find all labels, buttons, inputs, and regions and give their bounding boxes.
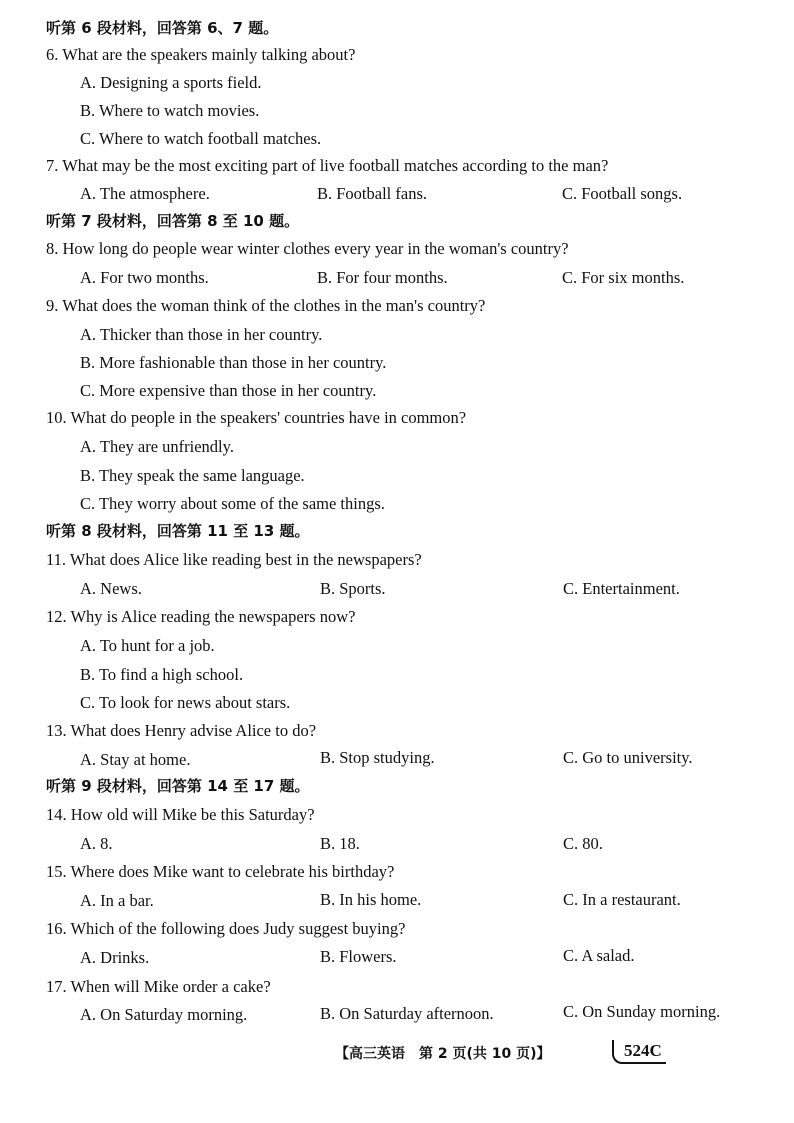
q6-option-c: C. Where to watch football matches.	[80, 129, 322, 148]
q11-option-b: B. Sports.	[320, 579, 386, 598]
q15-option-c: C. In a restaurant.	[563, 890, 681, 909]
q9-option-c: C. More expensive than those in her country.	[80, 381, 377, 400]
q17-option-b: B. On Saturday afternoon.	[320, 1004, 494, 1023]
q14-option-b: B. 18.	[320, 834, 360, 853]
question-10-stem: 10. What do people in the speakers' countries have in common?	[46, 408, 467, 427]
q7-option-c: C. Football songs.	[562, 184, 683, 203]
section-heading-8: 听第 8 段材料，回答第 11 至 13 题。	[46, 522, 310, 540]
question-13-stem: 13. What does Henry advise Alice to do?	[46, 721, 317, 740]
q9-option-b: B. More fashionable than those in her country.	[80, 353, 387, 372]
q8-option-a: A. For two months.	[80, 268, 209, 287]
question-16-stem: 16. Which of the following does Judy suggest buying?	[46, 919, 406, 938]
section-heading-6: 听第 6 段材料，回答第 6、7 题。	[46, 19, 279, 37]
question-6-stem: 6. What are the speakers mainly talking about?	[46, 45, 356, 64]
section-heading-7: 听第 7 段材料，回答第 8 至 10 题。	[46, 212, 300, 230]
q12-option-a: A. To hunt for a job.	[80, 636, 215, 655]
q9-option-a: A. Thicker than those in her country.	[80, 325, 323, 344]
question-7-stem: 7. What may be the most exciting part of live football matches according to the man?	[46, 156, 609, 175]
q16-option-a: A. Drinks.	[80, 948, 150, 967]
question-9-stem: 9. What does the woman think of the clothes in the man's country?	[46, 296, 486, 315]
q13-option-c: C. Go to university.	[563, 748, 693, 767]
q14-option-c: C. 80.	[563, 834, 603, 853]
q6-option-a: A. Designing a sports field.	[80, 73, 262, 92]
q17-option-c: C. On Sunday morning.	[563, 1002, 721, 1021]
q17-option-a: A. On Saturday morning.	[80, 1005, 248, 1024]
q10-option-b: B. They speak the same language.	[80, 466, 305, 485]
section-heading-9: 听第 9 段材料，回答第 14 至 17 题。	[46, 777, 310, 795]
q6-option-b: B. Where to watch movies.	[80, 101, 260, 120]
question-8-stem: 8. How long do people wear winter clothes every year in the woman's country?	[46, 239, 569, 258]
q13-option-a: A. Stay at home.	[80, 750, 191, 769]
q7-option-a: A. The atmosphere.	[80, 184, 210, 203]
q7-option-b: B. Football fans.	[317, 184, 427, 203]
question-14-stem: 14. How old will Mike be this Saturday?	[46, 805, 315, 824]
question-15-stem: 15. Where does Mike want to celebrate his birthday?	[46, 862, 395, 881]
q12-option-b: B. To find a high school.	[80, 665, 244, 684]
question-17-stem: 17. When will Mike order a cake?	[46, 977, 271, 996]
q11-option-a: A. News.	[80, 579, 142, 598]
question-11-stem: 11. What does Alice like reading best in the newspapers?	[46, 550, 422, 569]
q13-option-b: B. Stop studying.	[320, 748, 435, 767]
q12-option-c: C. To look for news about stars.	[80, 693, 291, 712]
q16-option-b: B. Flowers.	[320, 947, 397, 966]
q10-option-a: A. They are unfriendly.	[80, 437, 234, 456]
q16-option-c: C. A salad.	[563, 946, 635, 965]
q8-option-c: C. For six months.	[562, 268, 685, 287]
q14-option-a: A. 8.	[80, 834, 113, 853]
page-footer: 【高三英语 第 2 页(共 10 页)】	[335, 1046, 551, 1062]
question-12-stem: 12. Why is Alice reading the newspapers now?	[46, 607, 356, 626]
q10-option-c: C. They worry about some of the same things.	[80, 494, 385, 513]
q15-option-a: A. In a bar.	[80, 891, 154, 910]
q11-option-c: C. Entertainment.	[563, 579, 680, 598]
q15-option-b: B. In his home.	[320, 890, 422, 909]
paper-code-badge: 524C	[612, 1040, 666, 1064]
q8-option-b: B. For four months.	[317, 268, 448, 287]
